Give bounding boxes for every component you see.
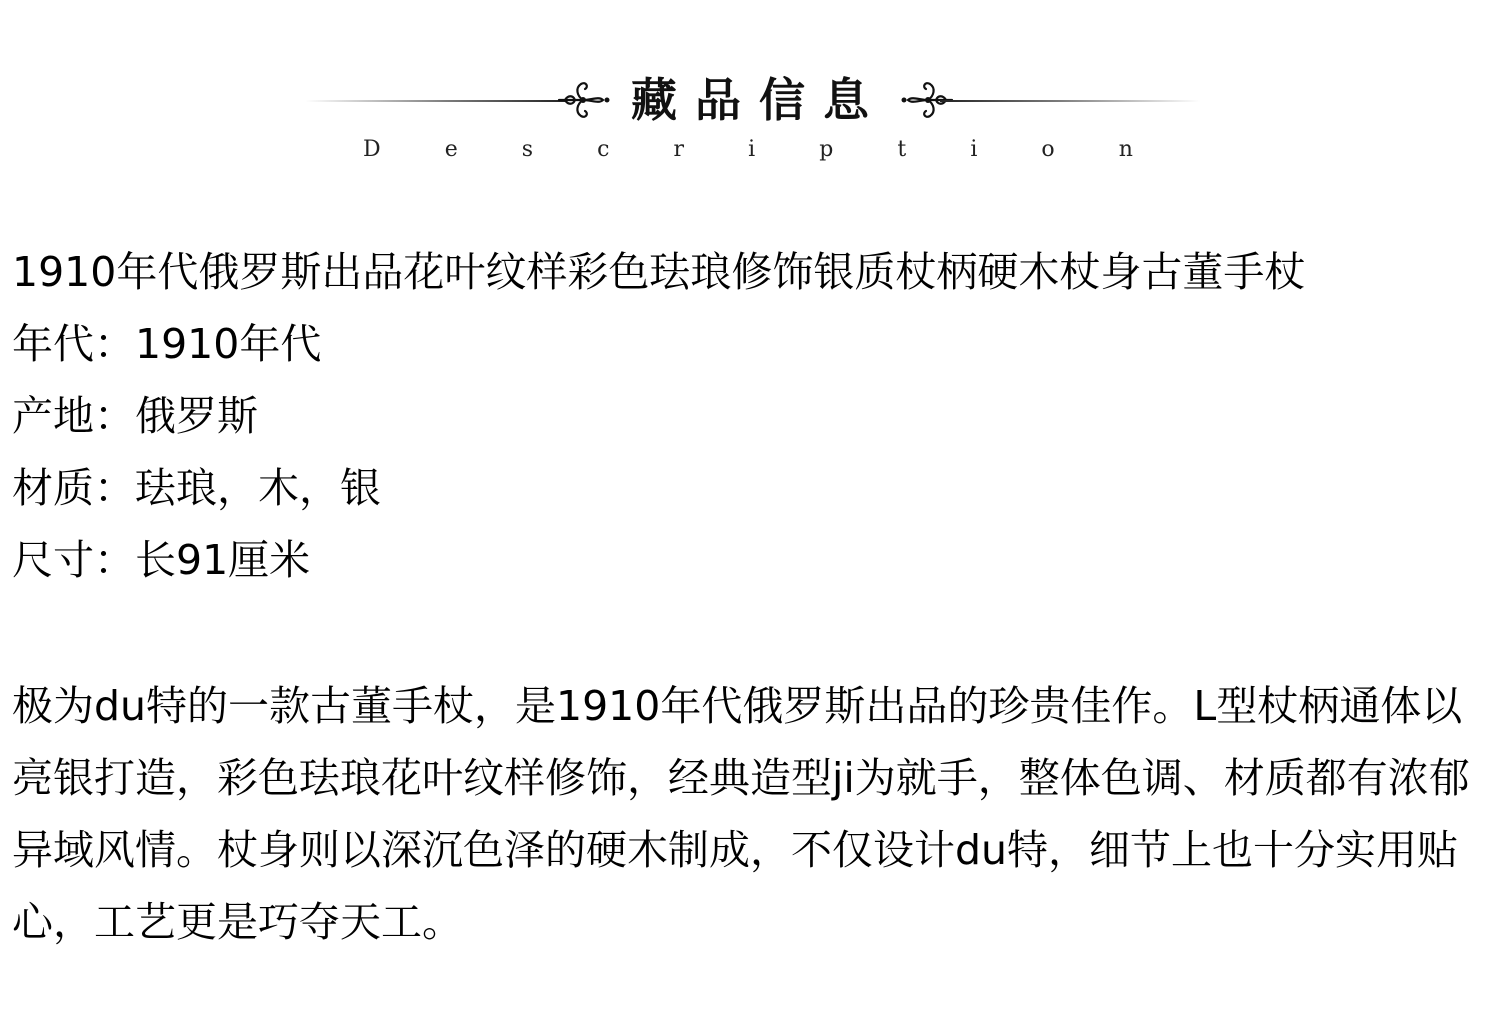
paragraph-spacer (12, 596, 1488, 670)
section-header (0, 60, 1500, 170)
item-origin: 产地：俄罗斯 (12, 392, 258, 440)
item-size: 尺寸：长91厘米 (12, 536, 311, 584)
subtitle-letter: s (521, 137, 534, 162)
item-material: 材质：珐琅，木，银 (12, 464, 381, 512)
subtitle-letter: D (363, 137, 381, 162)
subtitle-letter: e (444, 137, 458, 162)
right-divider-line (940, 100, 1200, 102)
subtitle-letter: o (1041, 137, 1055, 162)
page-title: 藏品信息 (631, 73, 887, 127)
subtitle-letter: p (819, 137, 834, 162)
subtitle-letter: r (673, 137, 685, 162)
subtitle-letter: i (970, 137, 978, 162)
item-era: 年代：1910年代 (12, 320, 322, 368)
subtitle-letter: n (1118, 137, 1133, 162)
subtitle-letter: c (597, 137, 610, 162)
page-subtitle (363, 138, 1133, 162)
item-details (12, 236, 1488, 958)
subtitle-letter: i (748, 137, 756, 162)
item-name: 1910年代俄罗斯出品花叶纹样彩色珐琅修饰银质杖柄硬木杖身古董手杖 (12, 248, 1306, 296)
subtitle-letter: t (897, 137, 907, 162)
item-description: 极为du特的一款古董手杖，是1910年代俄罗斯出品的珍贵佳作。L型杖柄通体以亮银打造，彩色珐琅花叶纹样修饰，经典造型ji为就手，整体色调、材质都有浓郁异域风情。杖身则以深沉色泽的硬木制成，不仅设计du特，细节上也十分实用贴心，工艺更是巧夺天工。 (12, 682, 1470, 946)
